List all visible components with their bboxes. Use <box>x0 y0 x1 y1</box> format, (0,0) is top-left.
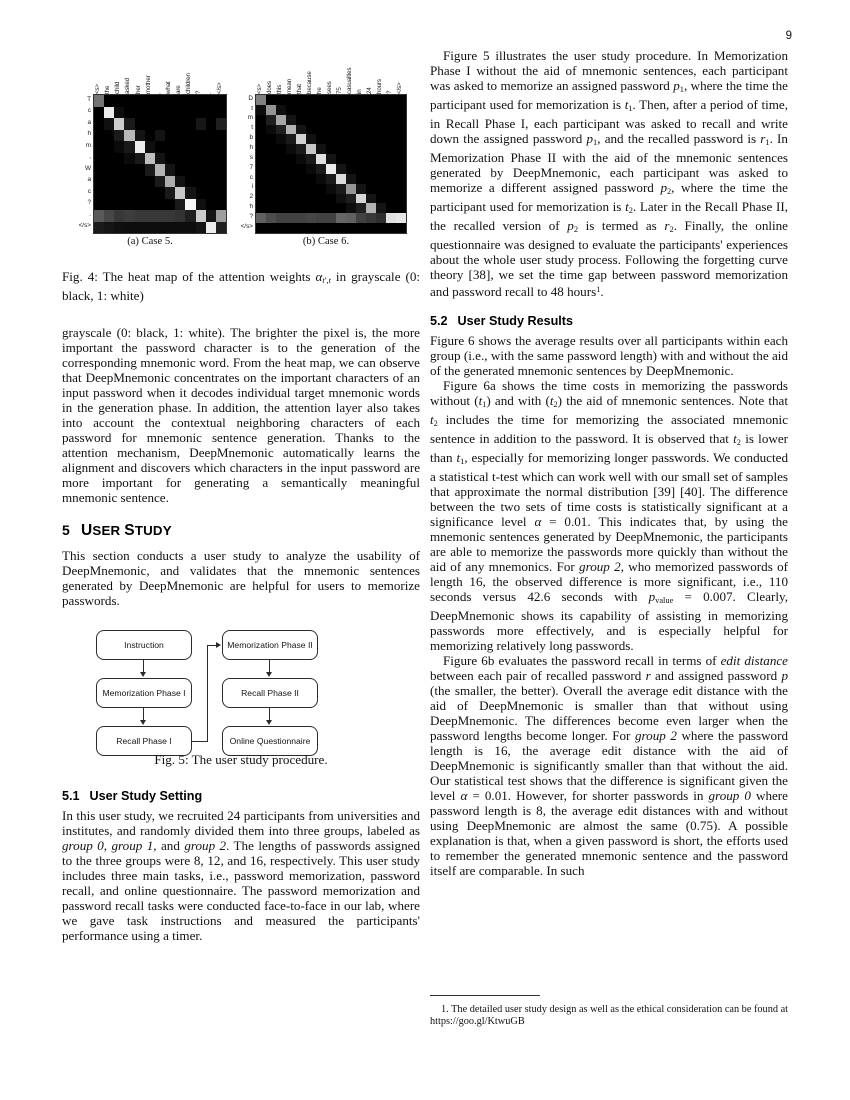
heatmap-cell <box>114 107 124 119</box>
heatmap-cell <box>135 141 145 153</box>
heatmap-column-label: what <box>164 81 172 94</box>
heatmap-cell <box>336 174 346 184</box>
heatmap-cell <box>175 210 185 222</box>
footnote-text: The detailed user study design as well as the ethical consideration can be found at <box>451 1004 789 1015</box>
heatmap-cell <box>145 210 155 222</box>
right-p4-b: between each pair of recalled password <box>430 668 646 683</box>
heatmap-cell <box>206 210 216 222</box>
heatmap-row-label: a <box>87 176 91 184</box>
heatmap-a-column-labels <box>76 48 225 94</box>
right-p3-var-t2c: t <box>733 431 737 446</box>
figure-5-caption: Fig. 5: The user study procedure. <box>154 752 328 767</box>
figure-4-heatmaps <box>62 48 420 263</box>
subsection-5-2-heading <box>430 314 788 328</box>
heatmap-column-label: ? <box>195 90 203 94</box>
heatmap-cell <box>306 164 316 174</box>
heatmap-column-label: because <box>305 71 313 94</box>
arrow-head-recall2-to-questionnaire <box>266 720 272 725</box>
heatmap-cell <box>316 213 326 223</box>
heatmap-column-label: the <box>104 85 112 94</box>
heatmap-cell <box>175 222 185 234</box>
right-p3-alpha: α <box>534 514 542 529</box>
heatmap-a-grid <box>93 94 227 234</box>
heatmap-column-label: that <box>295 84 303 94</box>
subsection-5-1-heading <box>62 789 420 803</box>
heatmap-cell <box>185 210 195 222</box>
heatmap-cell <box>266 115 276 125</box>
arrow-head-mem2-to-recall2 <box>266 672 272 677</box>
right-p3-var-t1b: t <box>456 450 461 465</box>
heatmap-row-label: m <box>247 114 253 122</box>
section-5-title-tudy: TUDY <box>134 523 172 538</box>
arrow-head-instruction-to-mem1 <box>140 672 146 677</box>
right-p4-var-r: r <box>645 668 651 683</box>
heatmap-row-label: . <box>89 210 91 218</box>
right-p3-a: Figure 6a shows the time costs in memorizing the passwords without ( <box>430 378 788 408</box>
connector-elbow-vertical <box>207 645 208 742</box>
left-p3-d: . The lengths of passwords assigned to the three groups were 8, 12, and 16, respectively. This user study includes three main tasks, i.e., password memorization, password recall, and online questionnaire. The password memorization and password recall tasks were conducted face-to-face in our lab, where we gave task instructions and measured the participants' performance using a timer. <box>62 838 421 943</box>
heatmap-cell <box>256 95 266 105</box>
heatmap-cell <box>145 141 155 153</box>
left-p3-b: , <box>103 838 112 853</box>
heatmap-cell <box>124 222 134 234</box>
footnote-rule <box>430 995 540 996</box>
right-p3-b: ) and with ( <box>486 393 550 408</box>
heatmap-column-label: sees <box>325 81 333 94</box>
heatmap-row-label: ? <box>249 213 253 220</box>
figure-4b-subcaption: (b) Case 6. <box>302 236 350 247</box>
right-p1-b: , where the time the participant used for memorization is <box>430 78 788 112</box>
right-p3-c: ) the aid of mnemonic sentences. Note that <box>557 393 788 408</box>
heatmap-row-label: W <box>84 164 91 172</box>
heatmap-cell <box>266 125 276 135</box>
heatmap-column-label: mean <box>285 78 293 94</box>
heatmap-cell <box>135 130 145 142</box>
heatmap-cell <box>356 213 366 223</box>
right-p3-var-t2: t <box>549 393 554 408</box>
right-p4-d: (the smaller, the better). Overall the average edit distance with the aid of DeepMnemonic is smaller than that without using DeepMnemonic. The differences become even larger when the password lengths become longer. For <box>430 683 788 743</box>
figure-4-caption-post: in grayscale (0: black, 1: white) <box>62 269 421 303</box>
section-5-heading <box>62 522 420 540</box>
heatmap-cell <box>296 213 306 223</box>
left-paragraph-3 <box>62 808 420 943</box>
right-p1-var-p1b: p <box>586 131 594 146</box>
heatmap-cell <box>346 184 356 194</box>
heatmap-cell <box>94 210 104 222</box>
right-paragraph-4 <box>430 653 788 878</box>
heatmap-case-6 <box>238 48 405 232</box>
arrow-head-into-mem2 <box>216 642 221 648</box>
heatmap-column-label: asked <box>124 77 132 94</box>
heatmap-cell <box>276 213 286 223</box>
right-p1-var-t1: t <box>624 97 629 112</box>
heatmap-column-label: <s> <box>93 83 101 94</box>
heatmap-cell <box>196 199 206 211</box>
heatmap-cell <box>296 134 306 144</box>
heatmap-cell <box>104 210 114 222</box>
flow-box-memorization-phase-2: Memorization Phase II <box>222 630 318 660</box>
heatmap-cell <box>336 194 346 204</box>
arrow-head-mem1-to-recall1 <box>140 720 146 725</box>
right-column <box>430 48 788 878</box>
heatmap-cell <box>124 118 134 130</box>
heatmap-cell <box>256 213 266 223</box>
heatmap-column-label: 24 <box>365 87 373 94</box>
heatmap-column-label: he <box>315 87 323 94</box>
right-p4-c: and assigned password <box>650 668 782 683</box>
figure-5-flowchart <box>62 624 420 774</box>
heatmap-b-grid <box>255 94 407 234</box>
right-p1-var-r1: r <box>760 131 766 146</box>
left-p3-c: , and <box>153 838 185 853</box>
heatmap-column-label: her <box>134 85 142 94</box>
heatmap-cell <box>276 134 286 144</box>
left-p3-group1: group 1 <box>111 838 154 853</box>
heatmap-cell <box>155 210 165 222</box>
heatmap-cell <box>135 222 145 234</box>
heatmap-row-label: b <box>249 134 253 142</box>
heatmap-cell <box>165 210 175 222</box>
section-5-title-ser: SER <box>92 523 121 538</box>
heatmap-cell <box>114 222 124 234</box>
heatmap-cell <box>356 203 366 213</box>
figure-4-caption-pre: Fig. 4: The heat map of the attention weights <box>62 269 316 284</box>
heatmap-row-label: h <box>249 144 253 151</box>
heatmap-cell <box>124 130 134 142</box>
heatmap-cell <box>296 125 306 135</box>
heatmap-cell <box>276 105 286 115</box>
right-p3-h: , who memorized passwords of length 16, the observed difference is more significant, i.e., 110 seconds versus 42.6 seconds with <box>430 559 788 604</box>
right-p3-var-t1: t <box>478 393 483 408</box>
right-p1-end: . <box>600 284 604 299</box>
heatmap-row-label: s <box>249 153 253 161</box>
flow-box-instruction: Instruction <box>96 630 192 660</box>
left-paragraph-2: This section conducts a user study to analyze the usability of DeepMnemonic, and validates that the mnemonic sentences generated by DeepMnemonic are helpful for users to memorize passwords. <box>62 548 420 608</box>
heatmap-cell <box>175 199 185 211</box>
heatmap-cell <box>346 203 356 213</box>
heatmap-cell <box>114 118 124 130</box>
heatmap-column-label: this <box>275 84 283 94</box>
right-p4-alpha: α <box>460 788 468 803</box>
heatmap-cell <box>256 105 266 115</box>
heatmap-cell <box>306 154 316 164</box>
right-p1-var-p1: p <box>673 78 680 93</box>
heatmap-column-label: in <box>355 89 363 94</box>
heatmap-cell <box>296 144 306 154</box>
heatmap-cell <box>266 105 276 115</box>
heatmap-b-body <box>238 94 405 232</box>
heatmap-cell <box>346 174 356 184</box>
right-paragraph-3: Figure 6a shows the time costs in memorizing the passwords without $(t_1)$ and with $(t_2)$ the aid of mnemonic sentences. Note that $t_2$ includes the time for memorizing the associated mnemonic sentence in addition to the password. It is observed that $t_2$ is lower than $t_1$, especially for memorizing longer passwords. We conducted a statistical t-test which can work well with our small set of samples that approximate the normal distribution [39] [40]. The difference between the two sets of time costs is statistically significant at a significance level α = 0.01. This indicates that, by using the mnemonic sentences generated by DeepMnemonic, the participants are able to memorize the passwords more quickly than without the aid of any mnemonics. For group 2, who memorized passwords of length 16, the observed difference is more significant, i.e., 110 seconds versus 42.6 seconds with $p_{value} = 0.007$. Clearly, DeepMnemonic shows its capability of assisting in memorizing passwords more effectively, and is especially helpful for memorizing relatively long passwords. <box>430 378 788 653</box>
heatmap-row-label: ? <box>87 199 91 207</box>
heatmap-cell <box>185 222 195 234</box>
heatmap-cell <box>94 222 104 234</box>
heatmap-cell <box>366 194 376 204</box>
heatmap-cell <box>165 176 175 188</box>
heatmap-cell <box>104 222 114 234</box>
heatmap-cell <box>356 184 366 194</box>
heatmap-column-label: are <box>175 85 183 94</box>
right-p1-var-r2: r <box>664 218 670 233</box>
heatmap-cell <box>306 213 316 223</box>
right-p1-c: . Then, after a period of time, in Recall Phase I, each participant was asked to recall and write down the assigned password <box>430 97 788 146</box>
heatmap-cell <box>124 210 134 222</box>
right-p3-var-t2b: t <box>430 412 434 427</box>
right-p3-f: , especially for memorizing longer passwords. We conducted a statistical t-test which can work well with our small set of samples that approximate the normal distribution [39] [40]. The difference between the two sets of time costs is statistically significant at a significance level <box>430 450 788 529</box>
left-p3-group0: group 0 <box>62 838 104 853</box>
heatmap-b-column-labels <box>238 48 405 94</box>
heatmap-cell <box>185 199 195 211</box>
heatmap-cell <box>165 187 175 199</box>
right-p4-var-p: p <box>781 668 788 683</box>
heatmap-cell <box>396 213 406 223</box>
heatmap-cell <box>155 153 165 165</box>
figure-4-caption: Fig. 4: The heat map of the attention weights $\alpha_{t',t}$ in grayscale (0: black, 1: white) <box>62 269 421 303</box>
flow-box-recall-phase-2: Recall Phase II <box>222 678 318 708</box>
heatmap-column-label: hours <box>375 79 383 94</box>
heatmap-column-label: children <box>185 73 193 94</box>
heatmap-cell <box>104 118 114 130</box>
heatmap-cell <box>135 210 145 222</box>
right-p4-a: Figure 6b evaluates the password recall in terms of <box>443 653 721 668</box>
right-p4-g: where password length is 8, the average edit distances with and without using DeepMnemonic are almost the same (0.75). A possible explanation is that, when a given password is short, the efforts used to remember the generated mnemonic sentence and the password itself are comparable. In such <box>430 788 788 878</box>
heatmap-row-label: h <box>87 130 91 138</box>
heatmap-cell <box>185 187 195 199</box>
heatmap-cell <box>286 125 296 135</box>
footnote-marker: 1. <box>441 1004 449 1015</box>
heatmap-cell <box>346 194 356 204</box>
right-p3-d: includes the time for memorizing the associated mnemonic sentence in addition to the password. It is observed that <box>430 412 788 446</box>
right-p1-g: . Later in the Recall Phase II, the recalled version of <box>430 199 789 233</box>
heatmap-cell <box>155 222 165 234</box>
heatmap-cell <box>336 213 346 223</box>
figure-4-caption-alpha: α <box>315 269 323 284</box>
heatmap-case-5 <box>76 48 225 232</box>
right-p3-i: = 0.007. Clearly, DeepMnemonic shows its capability of assisting in memorizing passwords more effectively, and is especially helpful for memorizing relatively long passwords. <box>430 589 788 653</box>
heatmap-cell <box>286 134 296 144</box>
right-p1-d: , and the recalled password is <box>597 131 761 146</box>
heatmap-column-label: does <box>265 80 273 94</box>
heatmap-row-label: 2 <box>249 193 253 201</box>
right-p4-e: where the password length is 16, the average edit distance with the aid of DeepMnemonic is significantly smaller than that without the aid. Our statistical test shows that the difference is significant given the level <box>430 728 789 803</box>
left-column <box>62 48 420 943</box>
heatmap-cell <box>216 210 226 222</box>
heatmap-cell <box>366 203 376 213</box>
right-p3-g: = 0.01. This indicates that, by using the mnemonic sentences generated by DeepMnemonic, the participants are able to memorize the passwords more quickly than without the aid of any mnemonics. For <box>430 514 788 574</box>
right-paragraph-1: Figure 5 illustrates the user study procedure. In Memorization Phase I without the aid of mnemonic sentences, each participant was asked to memorize an assigned password $p_1$, where the time the participant used for memorization is $t_1$. Then, after a period of time, in Recall Phase I, each participant was asked to recall and write down the assigned password $p_1$, and the recalled password is $r_1$. In Memorization Phase II with the aid of the mnemonic sentences generated by DeepMnemonic, each participant was asked to memorize a different assigned password $p_2$, where the time the participant used for memorization is $t_2$. Later in the Recall Phase II, the recalled version of $p_2$ is termed as $r_2$. Finally, the online questionnaire was designed to evaluate the participants' experiences about the whole user study process. Following the forgetting curve theory [38], we set the time gap between password memorization and password recall to 48 hours$^1$. <box>430 48 789 299</box>
heatmap-cell <box>196 210 206 222</box>
heatmap-cell <box>135 153 145 165</box>
heatmap-row-label: i <box>251 183 253 191</box>
heatmap-cell <box>196 118 206 130</box>
heatmap-cell <box>175 187 185 199</box>
flow-box-online-questionnaire: Online Questionnaire <box>222 726 318 756</box>
footnote-url[interactable]: https://goo.gl/KtwuGB <box>430 1016 525 1028</box>
heatmap-row-label: T <box>87 95 91 103</box>
heatmap-a-body <box>76 94 225 232</box>
heatmap-cell <box>336 184 346 194</box>
heatmap-cell <box>114 210 124 222</box>
heatmap-cell <box>286 213 296 223</box>
section-5-title-s: S <box>124 522 135 539</box>
heatmap-row-label: m <box>85 141 91 149</box>
page-number: 9 <box>785 30 792 42</box>
heatmap-cell <box>306 134 316 144</box>
heatmap-cell <box>216 118 226 130</box>
heatmap-row-label: t <box>251 124 253 132</box>
heatmap-cell <box>145 164 155 176</box>
heatmap-cell <box>326 184 336 194</box>
right-p3-group2: group 2 <box>579 559 621 574</box>
heatmap-cell <box>336 164 346 174</box>
heatmap-row-label: h <box>249 203 253 211</box>
right-p1-f: , where the time the participant used for memorization is <box>430 180 788 214</box>
section-5-number: 5 <box>62 522 70 538</box>
right-p1-i: . Finally, the online questionnaire was designed to evaluate the participants' experiences about the whole user study process. Following the forgetting curve theory [38], we set the time gap between password memorization and password recall to 48 hours <box>430 218 788 299</box>
heatmap-column-label: ? <box>385 90 393 94</box>
right-p4-edit-distance: edit distance <box>720 653 788 668</box>
heatmap-cell <box>316 174 326 184</box>
heatmap-cell <box>216 222 226 234</box>
heatmap-cell <box>94 95 104 107</box>
flow-box-memorization-phase-1: Memorization Phase I <box>96 678 192 708</box>
heatmap-column-label: casualties <box>345 67 353 94</box>
heatmap-cell <box>124 153 134 165</box>
right-p1-var-t2: t <box>625 199 629 214</box>
heatmap-cell <box>155 130 165 142</box>
right-p4-f: = 0.01. However, for shorter passwords in <box>467 788 709 803</box>
heatmap-column-label: child <box>114 81 122 94</box>
heatmap-row-label: c <box>87 187 91 195</box>
heatmap-column-label: 75 <box>335 87 343 94</box>
heatmap-cell <box>165 222 175 234</box>
flow-box-recall-phase-1: Recall Phase I <box>96 726 192 756</box>
right-p4-group2: group 2 <box>634 728 677 743</box>
heatmap-column-label: </s> <box>395 82 403 94</box>
heatmap-row-label: a <box>87 118 91 126</box>
heatmap-cell <box>326 164 336 174</box>
left-paragraph-1: grayscale (0: black, 1: white). The brighter the pixel is, the more important the password character is to the generation of the corresponding mnemonic word. From the heat map, we can observe that DeepMnemonic concentrates on the important characters of an input password when it decodes individual target mnemonic words in the generation phase. In addition, the attention layer also takes into account the contextual neighboring characters of each password for mnemonic sentence generation. Thanks to the attention mechanism, DeepMnemonic automatically learns the alignment and discovers which characters in the input password are more important for generating a semantically meaningful mnemonic sentence. <box>62 325 420 505</box>
heatmap-cell <box>306 144 316 154</box>
heatmap-b-row-labels <box>238 94 255 232</box>
heatmap-cell <box>286 144 296 154</box>
connector-recall1-out <box>192 741 207 742</box>
right-p1-var-p2b: p <box>567 218 574 233</box>
heatmap-cell <box>114 130 124 142</box>
heatmap-cell <box>296 154 306 164</box>
heatmap-cell <box>124 141 134 153</box>
heatmap-cell <box>386 213 396 223</box>
heatmap-row-label: , <box>89 153 91 161</box>
figure-4a-subcaption: (a) Case 5. <box>127 236 173 247</box>
heatmap-column-label: mother <box>144 75 152 94</box>
right-paragraph-2: Figure 6 shows the average results over all participants within each group (i.e., with the same password length) with and without the aid of the generated mnemonic sentences by DeepMnemonic. <box>430 333 788 378</box>
heatmap-cell <box>266 213 276 223</box>
heatmap-cell <box>165 164 175 176</box>
heatmap-cell <box>145 153 155 165</box>
heatmap-row-label: c <box>249 173 253 181</box>
heatmap-cell <box>114 141 124 153</box>
subsection-5-1-number: 5.1 <box>62 789 80 803</box>
heatmap-cell <box>276 115 286 125</box>
heatmap-row-label: D <box>248 94 253 102</box>
heatmap-cell <box>316 164 326 174</box>
section-5-title <box>81 523 172 538</box>
right-p3-e: is lower than <box>430 431 788 465</box>
heatmap-column-label: <s> <box>255 83 263 94</box>
subsection-5-1-title: User Study Setting <box>89 789 203 803</box>
heatmap-cell <box>175 176 185 188</box>
right-p1-e: . In Memorization Phase II with the aid of the mnemonic sentences generated by DeepMnemonic, each participant was asked to memorize a different assigned password <box>430 131 788 195</box>
heatmap-cell <box>155 164 165 176</box>
right-p1-a: Figure 5 illustrates the user study procedure. In Memorization Phase I without the aid of mnemonic sentences, each participant was asked to memorize an assigned password <box>430 48 788 93</box>
subsection-5-2-title: User Study Results <box>457 314 573 328</box>
right-p3-pvalue-sub: value <box>655 596 674 605</box>
heatmap-cell <box>316 154 326 164</box>
heatmap-row-label: c <box>87 107 91 115</box>
heatmap-cell <box>326 154 336 164</box>
heatmap-row-label: t <box>251 104 253 112</box>
right-p1-footnote-marker: 1 <box>596 285 601 294</box>
heatmap-cell <box>366 213 376 223</box>
heatmap-cell <box>286 115 296 125</box>
heatmap-cell <box>316 144 326 154</box>
footnote <box>430 1004 788 1029</box>
right-p1-var-p2: p <box>660 180 667 195</box>
heatmap-cell <box>376 213 386 223</box>
right-p1-h: is termed as <box>578 218 665 233</box>
heatmap-row-label: 7 <box>249 163 253 171</box>
heatmap-cell <box>326 213 336 223</box>
heatmap-cell <box>104 107 114 119</box>
right-p4-group0: group 0 <box>708 788 751 803</box>
heatmap-cell <box>155 176 165 188</box>
heatmap-column-label: </s> <box>215 82 223 94</box>
left-p3-group2: group 2 <box>184 838 227 853</box>
right-p3-pvalue: p <box>648 589 656 604</box>
heatmap-cell <box>206 222 216 234</box>
heatmap-cell <box>346 213 356 223</box>
heatmap-cell <box>356 194 366 204</box>
heatmap-a-row-labels <box>76 94 93 232</box>
heatmap-cell <box>326 174 336 184</box>
section-5-title-u: U <box>81 522 93 539</box>
subsection-5-2-number: 5.2 <box>430 314 448 328</box>
heatmap-cell <box>376 203 386 213</box>
heatmap-cell <box>145 222 155 234</box>
heatmap-cell <box>276 125 286 135</box>
heatmap-cell <box>196 222 206 234</box>
heatmap-row-label: </s> <box>78 222 91 230</box>
heatmap-row-label: </s> <box>240 222 253 230</box>
left-p3-a: In this user study, we recruited 24 participants from universities and institutes, and randomly divided them into three groups, labeled as <box>62 808 420 838</box>
